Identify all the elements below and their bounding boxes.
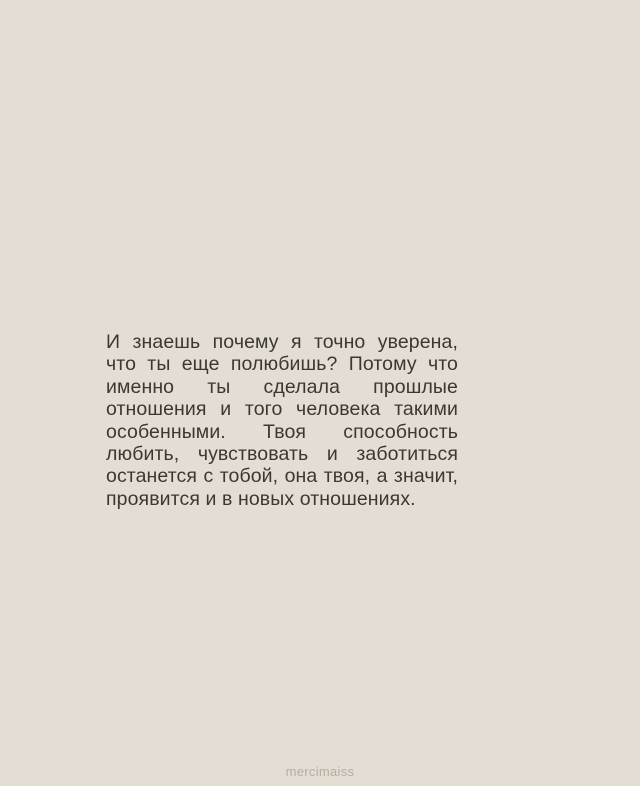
quote-line: именно ты сделала прошлые [106, 375, 458, 398]
quote-line: И знаешь почему я точно уверена, [106, 331, 458, 353]
watermark: mercimaiss [285, 764, 355, 779]
quote-line: отношения и того человека такими [106, 398, 458, 421]
quote-line: любить, чувствовать и заботиться [106, 443, 458, 466]
quote-line: проявится и в новых отношениях. [106, 487, 416, 510]
quote-line: останется с тобой, она твоя, а значит, [106, 465, 458, 488]
quote-text [106, 331, 458, 510]
quote-line: особенными. Твоя способность [106, 420, 458, 443]
quote-line: что ты еще полюбишь? Потому что [106, 353, 458, 376]
